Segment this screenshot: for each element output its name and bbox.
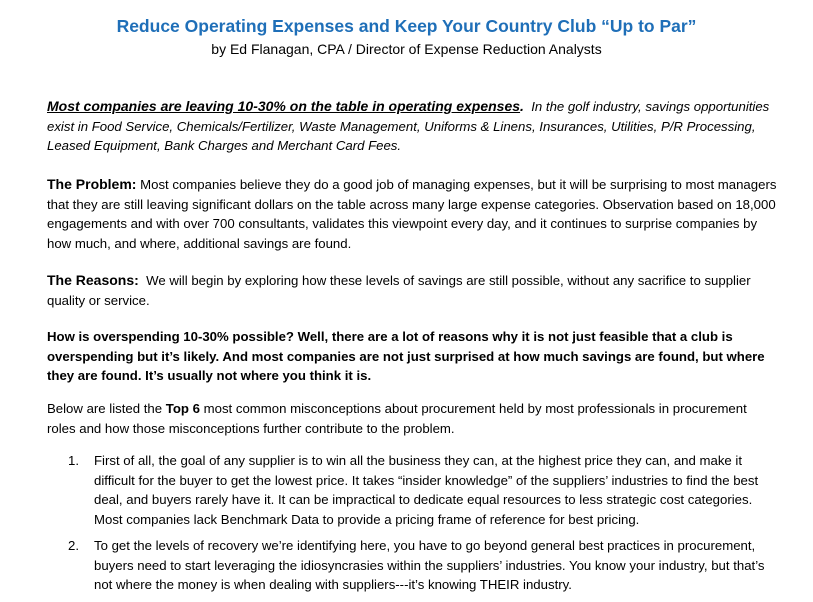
problem-text: Most companies believe they do a good job of managing expenses, but it will be surprising to most managers that they are still leaving significant dollars on the table across many large expense categories. Observation based on 18,000 engagements and with over 700 consultants, validates this viewpoint every day, and it continues to surprise companies by how much, and where, additional savings are found. bbox=[47, 177, 777, 251]
misconceptions-list bbox=[68, 451, 768, 602]
author-byline: by Ed Flanagan, CPA / Director of Expense Reduction Analysts bbox=[211, 41, 602, 57]
how-paragraph: How is overspending 10-30% possible? Well, there are a lot of reasons why it is not just feasible that a club is overspending but it’s likely. And most companies are not just surprised at how much savings are found, but where they are found. It’s usually not where you think it is. bbox=[47, 329, 765, 383]
problem-heading: The Problem: bbox=[47, 176, 137, 192]
intro-paragraph bbox=[47, 97, 777, 156]
reasons-paragraph bbox=[47, 271, 777, 310]
top-6-label: Top 6 bbox=[165, 401, 200, 416]
reasons-text: We will begin by exploring how these levels of savings are still possible, without any sacrifice to supplier quality or service. bbox=[47, 273, 751, 308]
intro-text: In the golf industry, savings opportunities exist in Food Service, Chemicals/Fertilizer, Waste Management, Uniforms & Linens, Insurances, Utilities, P/R Processing, Leased Equipment, Bank Charges and Merchant Card Fees. bbox=[47, 99, 770, 153]
list-item-number: 1. bbox=[68, 453, 79, 468]
below-text-before: Below are listed the bbox=[47, 401, 163, 416]
list-item bbox=[68, 451, 768, 529]
below-paragraph bbox=[47, 399, 777, 438]
problem-paragraph bbox=[47, 175, 777, 253]
below-text-after: most common misconceptions about procurement held by most professionals in procurement roles and how those misconceptions further contribute to the problem. bbox=[47, 401, 747, 436]
list-item-text: To get the levels of recovery we’re identifying here, you have to go beyond general best practices in procurement, buyers need to start leveraging the idiosyncrasies within the suppliers’ industries. You know your industry, but that’s not where the money is when dealing with suppliers---it’s knowing THEIR industry. bbox=[94, 538, 765, 592]
intro-lead-punct: . bbox=[520, 98, 524, 114]
reasons-heading: The Reasons: bbox=[47, 272, 139, 288]
list-item-text: First of all, the goal of any supplier is to win all the business they can, at the highest price they can, and make it difficult for the buyer to get the lowest price. It takes “insider knowledge” of the suppliers’ industries to find the best deal, and buyers rarely have it. It can be impractical to dedicate equal resources to less strategic cost categories. Most companies lack Benchmark Data to provide a pricing frame of reference for best pricing. bbox=[94, 453, 759, 527]
list-item-number: 2. bbox=[68, 538, 79, 553]
intro-lead: Most companies are leaving 10-30% on the table in operating expenses bbox=[47, 98, 521, 114]
document-title: Reduce Operating Expenses and Keep Your Country Club “Up to Par” bbox=[116, 16, 697, 36]
list-item bbox=[68, 536, 768, 595]
